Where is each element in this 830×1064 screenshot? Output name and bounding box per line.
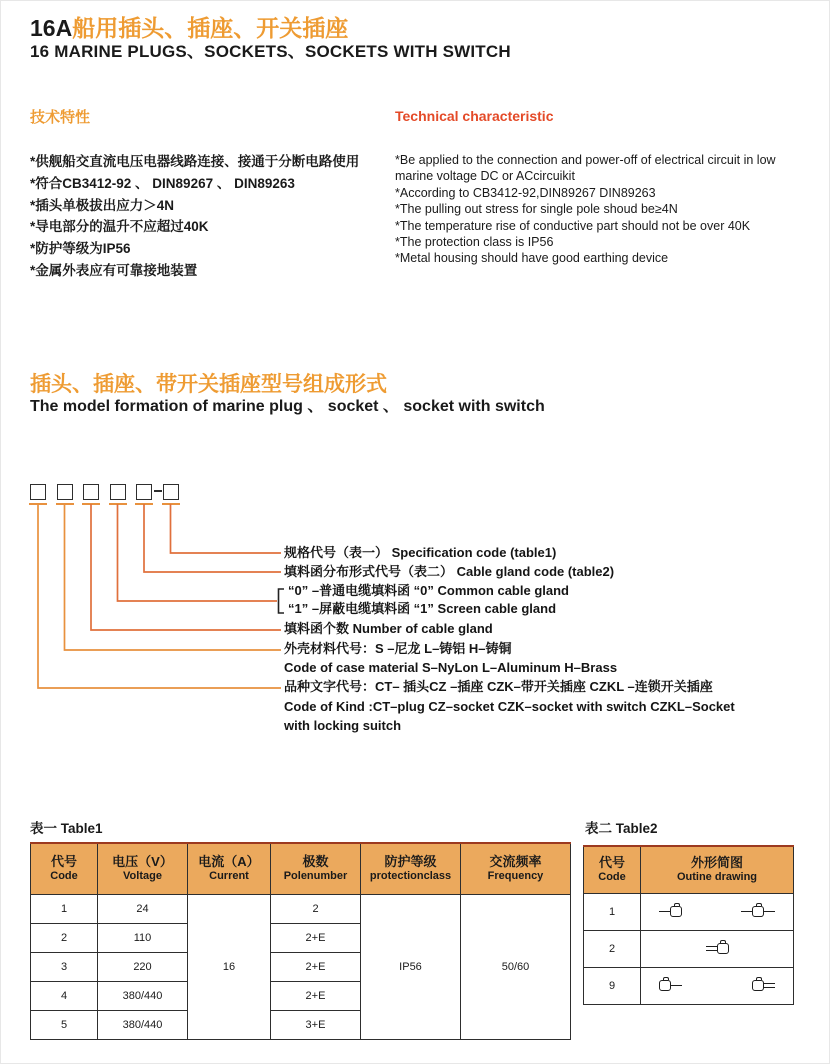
- cell-voltage: 110: [98, 923, 188, 952]
- tech-item-en: *The temperature rise of conductive part should not be over 40K: [395, 218, 751, 233]
- model-heading-en: The model formation of marine plug 、 socket 、 socket with switch: [30, 398, 545, 415]
- model-label-gland-num: 填料函个数 Number of cable gland: [284, 621, 493, 636]
- table1-header-code: 代号 Code: [31, 843, 98, 894]
- table1-header-protection: 防护等级 protectionclass: [361, 843, 461, 894]
- tech-item-cn: *导电部分的温升不应超过40K: [30, 219, 209, 235]
- cell-code: 2: [31, 923, 98, 952]
- page-title-cn: 船用插头、插座、开关插座: [72, 15, 349, 41]
- outline-drawing-row: [659, 980, 775, 991]
- table2-container: [583, 845, 794, 1005]
- cell-frequency-merged: 50/60: [461, 894, 571, 1039]
- tech-item-cn: *供舰船交直流电压电器线路连接、接通于分断电路使用: [30, 154, 360, 169]
- table2-header-row: [584, 846, 794, 893]
- table1-header-current: 电流（A） Current: [188, 843, 271, 894]
- cell-code: 4: [31, 981, 98, 1010]
- table2-caption: 表二 Table2: [585, 821, 658, 836]
- model-label-material-en: Code of case material S–NyLon L–Aluminum H–Brass: [284, 660, 618, 675]
- cell-code: 1: [584, 893, 641, 930]
- cell-protection-merged: IP56: [361, 894, 461, 1039]
- cell-pole: 2+E: [271, 952, 361, 981]
- table-row: [584, 930, 794, 967]
- model-label-material-cn: 外壳材料代号：S –尼龙 L–铸铝 H–铸铜: [284, 641, 512, 656]
- outline-drawing-row: [659, 943, 775, 954]
- cell-voltage: 380/440: [98, 1010, 188, 1039]
- gland-line-both-icon: [741, 906, 775, 917]
- tech-item-en: *Metal housing should have good earthing device: [395, 251, 669, 266]
- cell-code: 9: [584, 967, 641, 1004]
- cell-code: 3: [31, 952, 98, 981]
- model-label-gland0: “0” –普通电缆填料函 “0” Common cable gland: [288, 583, 569, 598]
- outline-drawing-row: [659, 906, 775, 917]
- cell-code: 5: [31, 1010, 98, 1039]
- gland-line-left-icon: [659, 906, 682, 917]
- tech-item-en: *The pulling out stress for single pole shoud be≥4N: [395, 202, 678, 217]
- tech-item-cn: *插头单极拔出应力＞4N: [30, 197, 175, 213]
- tech-item-cn: *金属外表应有可靠接地装置: [30, 262, 198, 278]
- table1-container: [30, 842, 571, 1040]
- table2-header-outline: 外形简图 Outine drawing: [641, 846, 794, 893]
- page-subtitle: 16 MARINE PLUGS、SOCKETS、SOCKETS WITH SWITCH: [30, 42, 511, 61]
- model-code-dash: [154, 490, 162, 492]
- cell-pole: 2: [271, 894, 361, 923]
- model-label-spec: 规格代号（表一） Specification code (table1): [284, 545, 557, 560]
- table-row: [584, 967, 794, 1004]
- cell-outline-drawing: [641, 930, 794, 967]
- table1: [30, 842, 571, 1040]
- cell-pole: 2+E: [271, 923, 361, 952]
- tech-heading-en: Technical characteristic: [395, 108, 554, 124]
- table-row: [584, 893, 794, 930]
- cell-code: 2: [584, 930, 641, 967]
- tech-item-en: *According to CB3412-92,DIN89267 DIN89263: [395, 185, 656, 200]
- cell-voltage: 24: [98, 894, 188, 923]
- tech-item-en: *The protection class is IP56: [395, 235, 554, 250]
- model-label-kind-en2: with locking suitch: [284, 718, 402, 733]
- page-title-prefix: 16A: [30, 15, 73, 41]
- table1-caption: 表一 Table1: [30, 821, 103, 836]
- table2-header-code: 代号 Code: [584, 846, 641, 893]
- model-code-box: [136, 484, 152, 500]
- cell-voltage: 220: [98, 952, 188, 981]
- cell-outline-drawing: [641, 967, 794, 1004]
- model-code-box: [83, 484, 99, 500]
- cell-code: 1: [31, 894, 98, 923]
- gland-double-line-left-icon: [706, 943, 729, 954]
- tech-item-cn: *符合CB3412-92 、 DIN89267 、 DIN89263: [30, 175, 295, 191]
- tech-item-en: *Be applied to the connection and power-off of electrical circuit in low marine voltage DC or ACcircuikit: [395, 153, 776, 184]
- cell-outline-drawing: [641, 893, 794, 930]
- model-code-box: [163, 484, 179, 500]
- model-code-box: [110, 484, 126, 500]
- gland-double-line-right-icon: [752, 980, 775, 991]
- table1-header-voltage: 电压（V） Voltage: [98, 843, 188, 894]
- model-code-box: [30, 484, 46, 500]
- model-heading-cn: 插头、插座、带开关插座型号组成形式: [30, 373, 387, 396]
- table1-header-row: [31, 843, 571, 894]
- tech-list-en: [395, 152, 815, 267]
- table1-header-frequency: 交流频率 Frequency: [461, 843, 571, 894]
- cell-pole: 3+E: [271, 1010, 361, 1039]
- model-label-kind-en1: Code of Kind :CT–plug CZ–socket CZK–socket with switch CZKL–Socket: [284, 699, 735, 714]
- table-row: [31, 894, 571, 923]
- model-label-kind-cn: 品种文字代号：CT– 插头CZ –插座 CZK–带开关插座 CZKL –连锁开关插座: [284, 679, 713, 694]
- cell-current-merged: 16: [188, 894, 271, 1039]
- model-code-box: [57, 484, 73, 500]
- table1-header-polenumber: 极数 Polenumber: [271, 843, 361, 894]
- tech-list-cn: [30, 151, 380, 282]
- tech-heading-cn: 技术特性: [30, 109, 91, 126]
- table2: [583, 845, 794, 1005]
- cell-voltage: 380/440: [98, 981, 188, 1010]
- model-label-gland-code: 填料函分布形式代号（表二） Cable gland code (table2): [284, 564, 615, 579]
- tech-item-cn: *防护等级为IP56: [30, 241, 131, 257]
- cell-pole: 2+E: [271, 981, 361, 1010]
- model-label-gland1: “1” –屏蔽电缆填料函 “1” Screen cable gland: [288, 601, 557, 616]
- gland-line-right-icon: [659, 980, 682, 991]
